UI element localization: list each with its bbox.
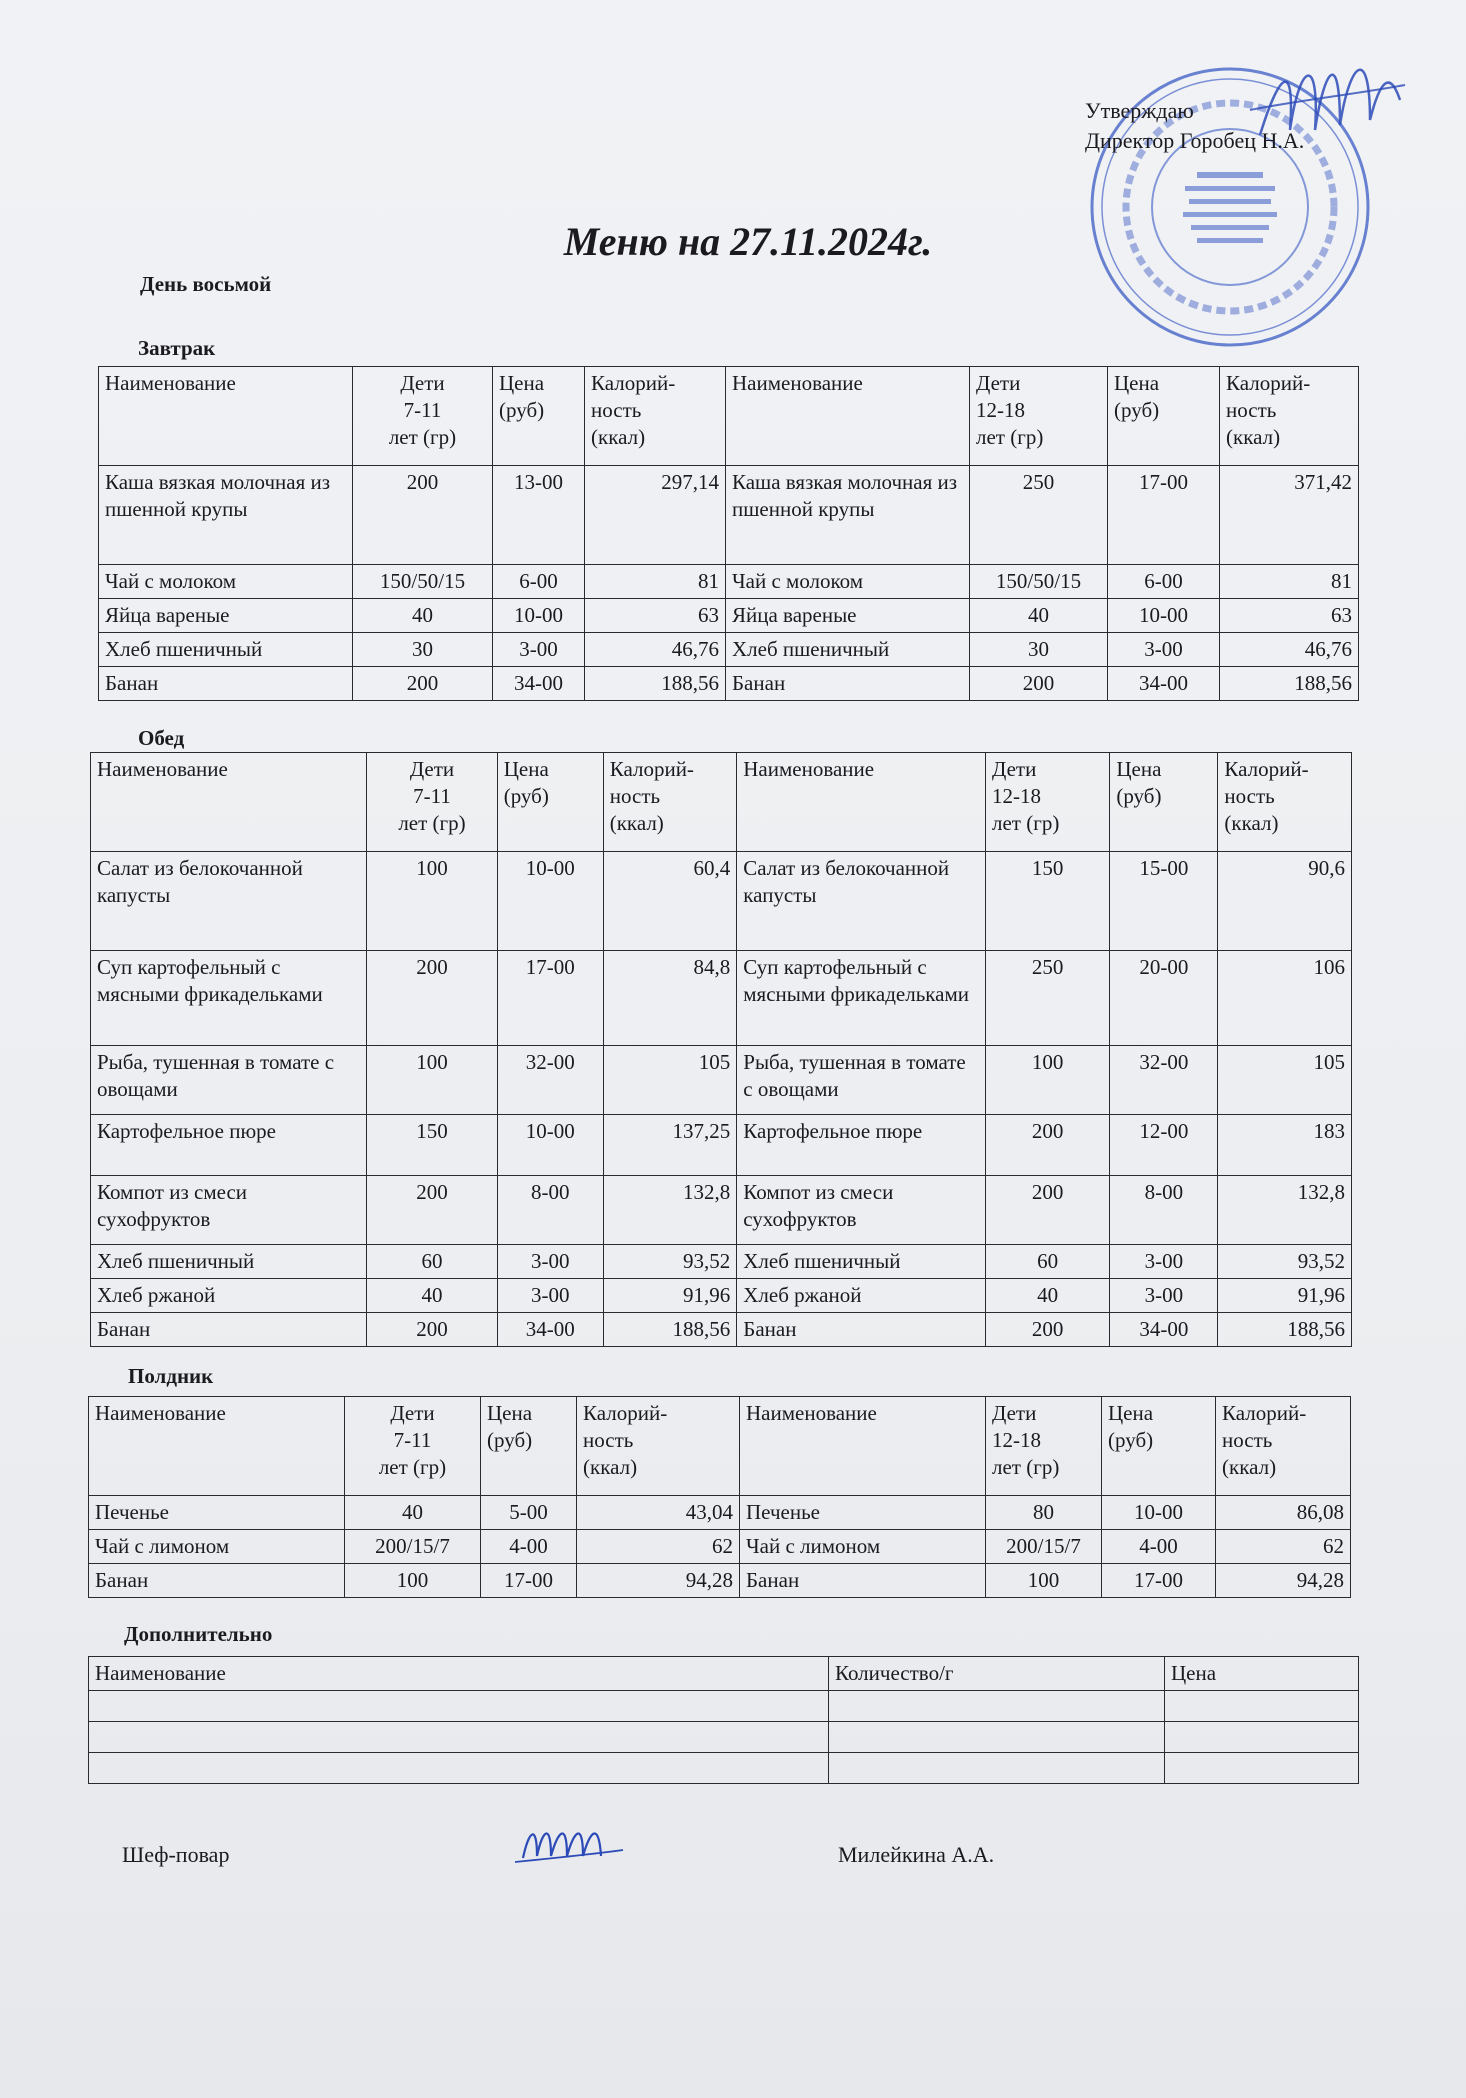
price-junior: 8-00 [497, 1176, 603, 1245]
calories-senior: 63 [1220, 599, 1359, 633]
table-row [91, 852, 1352, 951]
portion-junior: 40 [345, 1496, 481, 1530]
calories-junior: 60,4 [603, 852, 737, 951]
breakfast-table [98, 366, 1359, 701]
price-senior: 4-00 [1102, 1530, 1216, 1564]
extra-name-cell [89, 1722, 829, 1753]
calories-junior: 93,52 [603, 1245, 737, 1279]
dish-name-senior: Банан [740, 1564, 986, 1598]
calories-senior: 91,96 [1218, 1279, 1352, 1313]
calories-senior: 105 [1218, 1046, 1352, 1115]
dish-name-senior: Банан [726, 667, 970, 701]
portion-senior: 40 [985, 1279, 1109, 1313]
price-senior: 6-00 [1108, 565, 1220, 599]
calories-senior: 106 [1218, 951, 1352, 1046]
portion-senior: 30 [970, 633, 1108, 667]
price-junior: 10-00 [493, 599, 585, 633]
header-price: Цена (руб) [481, 1397, 577, 1496]
calories-junior: 132,8 [603, 1176, 737, 1245]
dish-name-senior: Хлеб ржаной [737, 1279, 986, 1313]
header-price: Цена (руб) [493, 367, 585, 466]
dish-name-junior: Салат из белокочанной капусты [91, 852, 367, 951]
dish-name-junior: Каша вязкая молочная из пшенной крупы [99, 466, 353, 565]
header-name: Наименование [89, 1657, 829, 1691]
header-price-senior: Цена (руб) [1102, 1397, 1216, 1496]
header-calories: Калорий- ность (ккал) [585, 367, 726, 466]
price-junior: 34-00 [497, 1313, 603, 1347]
section-extra-label: Дополнительно [124, 1622, 273, 1646]
section-breakfast-label: Завтрак [138, 336, 216, 360]
extra-quantity-cell [829, 1722, 1165, 1753]
calories-junior: 84,8 [603, 951, 737, 1046]
extra-name-cell [89, 1753, 829, 1784]
price-junior: 34-00 [493, 667, 585, 701]
dish-name-junior: Компот из смеси сухофруктов [91, 1176, 367, 1245]
approval-line-2: Директор Горобец Н.А. [1085, 128, 1305, 153]
price-junior: 10-00 [497, 1115, 603, 1176]
calories-senior: 183 [1218, 1115, 1352, 1176]
header-price-senior: Цена (руб) [1108, 367, 1220, 466]
table-row [91, 1279, 1352, 1313]
calories-senior: 188,56 [1220, 667, 1359, 701]
dish-name-senior: Банан [737, 1313, 986, 1347]
header-name-senior: Наименование [726, 367, 970, 466]
portion-junior: 200 [353, 667, 493, 701]
lunch-table [90, 752, 1352, 1347]
calories-senior: 94,28 [1216, 1564, 1351, 1598]
header-name: Наименование [89, 1397, 345, 1496]
portion-junior: 200 [353, 466, 493, 565]
price-junior: 10-00 [497, 852, 603, 951]
price-junior: 17-00 [481, 1564, 577, 1598]
header-calories-senior: Калорий- ность (ккал) [1216, 1397, 1351, 1496]
table-row [89, 1564, 1351, 1598]
calories-senior: 93,52 [1218, 1245, 1352, 1279]
table-row [99, 466, 1359, 565]
table-row [89, 1722, 1359, 1753]
calories-senior: 371,42 [1220, 466, 1359, 565]
price-senior: 17-00 [1102, 1564, 1216, 1598]
table-row [89, 1530, 1351, 1564]
portion-junior: 100 [367, 1046, 497, 1115]
portion-junior: 100 [367, 852, 497, 951]
header-kids-7-11: Дети 7-11 лет (гр) [353, 367, 493, 466]
dish-name-junior: Банан [99, 667, 353, 701]
header-row [99, 367, 1359, 466]
calories-senior: 62 [1216, 1530, 1351, 1564]
price-junior: 17-00 [497, 951, 603, 1046]
price-senior: 3-00 [1110, 1279, 1218, 1313]
dish-name-junior: Банан [91, 1313, 367, 1347]
price-senior: 17-00 [1108, 466, 1220, 565]
calories-junior: 46,76 [585, 633, 726, 667]
header-kids-12-18: Дети 12-18 лет (гр) [970, 367, 1108, 466]
header-row [89, 1397, 1351, 1496]
calories-senior: 188,56 [1218, 1313, 1352, 1347]
dish-name-junior: Хлеб пшеничный [99, 633, 353, 667]
header-kids-7-11: Дети 7-11 лет (гр) [367, 753, 497, 852]
table-row [99, 667, 1359, 701]
dish-name-senior: Печенье [740, 1496, 986, 1530]
extra-quantity-cell [829, 1691, 1165, 1722]
table-row [91, 1046, 1352, 1115]
calories-senior: 86,08 [1216, 1496, 1351, 1530]
price-junior: 32-00 [497, 1046, 603, 1115]
price-junior: 4-00 [481, 1530, 577, 1564]
dish-name-senior: Чай с молоком [726, 565, 970, 599]
day-label: День восьмой [140, 272, 272, 296]
portion-senior: 200 [970, 667, 1108, 701]
dish-name-senior: Каша вязкая молочная из пшенной крупы [726, 466, 970, 565]
portion-senior: 100 [985, 1046, 1109, 1115]
price-junior: 5-00 [481, 1496, 577, 1530]
header-calories-senior: Калорий- ность (ккал) [1218, 753, 1352, 852]
dish-name-junior: Яйца вареные [99, 599, 353, 633]
table-row [99, 633, 1359, 667]
portion-junior: 200 [367, 951, 497, 1046]
portion-senior: 40 [970, 599, 1108, 633]
portion-junior: 40 [367, 1279, 497, 1313]
dish-name-junior: Суп картофельный с мясными фрикадельками [91, 951, 367, 1046]
price-senior: 10-00 [1108, 599, 1220, 633]
extra-name-cell [89, 1691, 829, 1722]
header-price: Цена (руб) [497, 753, 603, 852]
dish-name-senior: Рыба, тушенная в томате с овощами [737, 1046, 986, 1115]
header-calories-senior: Калорий- ность (ккал) [1220, 367, 1359, 466]
table-row [91, 1176, 1352, 1245]
header-row [91, 753, 1352, 852]
header-price: Цена [1165, 1657, 1359, 1691]
calories-junior: 105 [603, 1046, 737, 1115]
approval-line-1: Утверждаю [1085, 98, 1194, 123]
calories-junior: 43,04 [577, 1496, 740, 1530]
price-junior: 6-00 [493, 565, 585, 599]
calories-junior: 188,56 [585, 667, 726, 701]
price-senior: 3-00 [1110, 1245, 1218, 1279]
portion-junior: 40 [353, 599, 493, 633]
portion-senior: 60 [985, 1245, 1109, 1279]
header-name: Наименование [91, 753, 367, 852]
price-senior: 10-00 [1102, 1496, 1216, 1530]
table-row [91, 1245, 1352, 1279]
calories-junior: 63 [585, 599, 726, 633]
table-row [91, 1313, 1352, 1347]
table-row [89, 1496, 1351, 1530]
price-senior: 34-00 [1110, 1313, 1218, 1347]
calories-senior: 46,76 [1220, 633, 1359, 667]
header-price-senior: Цена (руб) [1110, 753, 1218, 852]
price-junior: 13-00 [493, 466, 585, 565]
dish-name-senior: Яйца вареные [726, 599, 970, 633]
price-junior: 3-00 [497, 1245, 603, 1279]
extra-table [88, 1656, 1359, 1784]
portion-senior: 150/50/15 [970, 565, 1108, 599]
table-row [89, 1691, 1359, 1722]
dish-name-senior: Хлеб пшеничный [737, 1245, 986, 1279]
calories-junior: 297,14 [585, 466, 726, 565]
dish-name-senior: Чай с лимоном [740, 1530, 986, 1564]
calories-senior: 132,8 [1218, 1176, 1352, 1245]
calories-junior: 81 [585, 565, 726, 599]
approval-block [1085, 96, 1304, 156]
header-calories: Калорий- ность (ккал) [577, 1397, 740, 1496]
portion-junior: 60 [367, 1245, 497, 1279]
dish-name-junior: Чай с лимоном [89, 1530, 345, 1564]
dish-name-senior: Салат из белокочанной капусты [737, 852, 986, 951]
extra-price-cell [1165, 1691, 1359, 1722]
header-kids-7-11: Дети 7-11 лет (гр) [345, 1397, 481, 1496]
page-title: Меню на 27.11.2024г. [563, 219, 933, 264]
table-row [99, 565, 1359, 599]
calories-senior: 81 [1220, 565, 1359, 599]
price-junior: 3-00 [497, 1279, 603, 1313]
header-kids-12-18: Дети 12-18 лет (гр) [985, 753, 1109, 852]
price-senior: 12-00 [1110, 1115, 1218, 1176]
header-name: Наименование [99, 367, 353, 466]
header-name-senior: Наименование [740, 1397, 986, 1496]
portion-junior: 200 [367, 1313, 497, 1347]
chef-role: Шеф-повар [122, 1842, 230, 1867]
portion-junior: 30 [353, 633, 493, 667]
section-snack-label: Полдник [128, 1364, 214, 1388]
portion-senior: 150 [985, 852, 1109, 951]
dish-name-junior: Хлеб пшеничный [91, 1245, 367, 1279]
price-senior: 8-00 [1110, 1176, 1218, 1245]
calories-junior: 91,96 [603, 1279, 737, 1313]
extra-price-cell [1165, 1722, 1359, 1753]
extra-price-cell [1165, 1753, 1359, 1784]
price-senior: 15-00 [1110, 852, 1218, 951]
portion-senior: 100 [986, 1564, 1102, 1598]
portion-senior: 200 [985, 1176, 1109, 1245]
dish-name-junior: Рыба, тушенная в томате с овощами [91, 1046, 367, 1115]
portion-junior: 200 [367, 1176, 497, 1245]
section-lunch-label: Обед [138, 726, 185, 750]
price-junior: 3-00 [493, 633, 585, 667]
portion-junior: 150 [367, 1115, 497, 1176]
dish-name-senior: Хлеб пшеничный [726, 633, 970, 667]
portion-senior: 200 [985, 1313, 1109, 1347]
header-kids-12-18: Дети 12-18 лет (гр) [986, 1397, 1102, 1496]
extra-quantity-cell [829, 1753, 1165, 1784]
price-senior: 34-00 [1108, 667, 1220, 701]
dish-name-junior: Печенье [89, 1496, 345, 1530]
calories-junior: 94,28 [577, 1564, 740, 1598]
price-senior: 32-00 [1110, 1046, 1218, 1115]
calories-senior: 90,6 [1218, 852, 1352, 951]
dish-name-senior: Суп картофельный с мясными фрикадельками [737, 951, 986, 1046]
dish-name-junior: Чай с молоком [99, 565, 353, 599]
portion-junior: 100 [345, 1564, 481, 1598]
calories-junior: 188,56 [603, 1313, 737, 1347]
price-senior: 20-00 [1110, 951, 1218, 1046]
table-row [99, 599, 1359, 633]
table-row [91, 1115, 1352, 1176]
header-row [89, 1657, 1359, 1691]
portion-senior: 250 [985, 951, 1109, 1046]
portion-senior: 80 [986, 1496, 1102, 1530]
header-quantity: Количество/г [829, 1657, 1165, 1691]
portion-senior: 200/15/7 [986, 1530, 1102, 1564]
portion-junior: 150/50/15 [353, 565, 493, 599]
portion-junior: 200/15/7 [345, 1530, 481, 1564]
dish-name-senior: Компот из смеси сухофруктов [737, 1176, 986, 1245]
dish-name-junior: Картофельное пюре [91, 1115, 367, 1176]
snack-table [88, 1396, 1351, 1598]
header-calories: Калорий- ность (ккал) [603, 753, 737, 852]
dish-name-senior: Картофельное пюре [737, 1115, 986, 1176]
portion-senior: 250 [970, 466, 1108, 565]
dish-name-junior: Банан [89, 1564, 345, 1598]
calories-junior: 62 [577, 1530, 740, 1564]
chef-signature [515, 1810, 625, 1870]
table-row [91, 951, 1352, 1046]
header-name-senior: Наименование [737, 753, 986, 852]
price-senior: 3-00 [1108, 633, 1220, 667]
dish-name-junior: Хлеб ржаной [91, 1279, 367, 1313]
calories-junior: 137,25 [603, 1115, 737, 1176]
portion-senior: 200 [985, 1115, 1109, 1176]
chef-name: Милейкина А.А. [838, 1842, 995, 1867]
table-row [89, 1753, 1359, 1784]
